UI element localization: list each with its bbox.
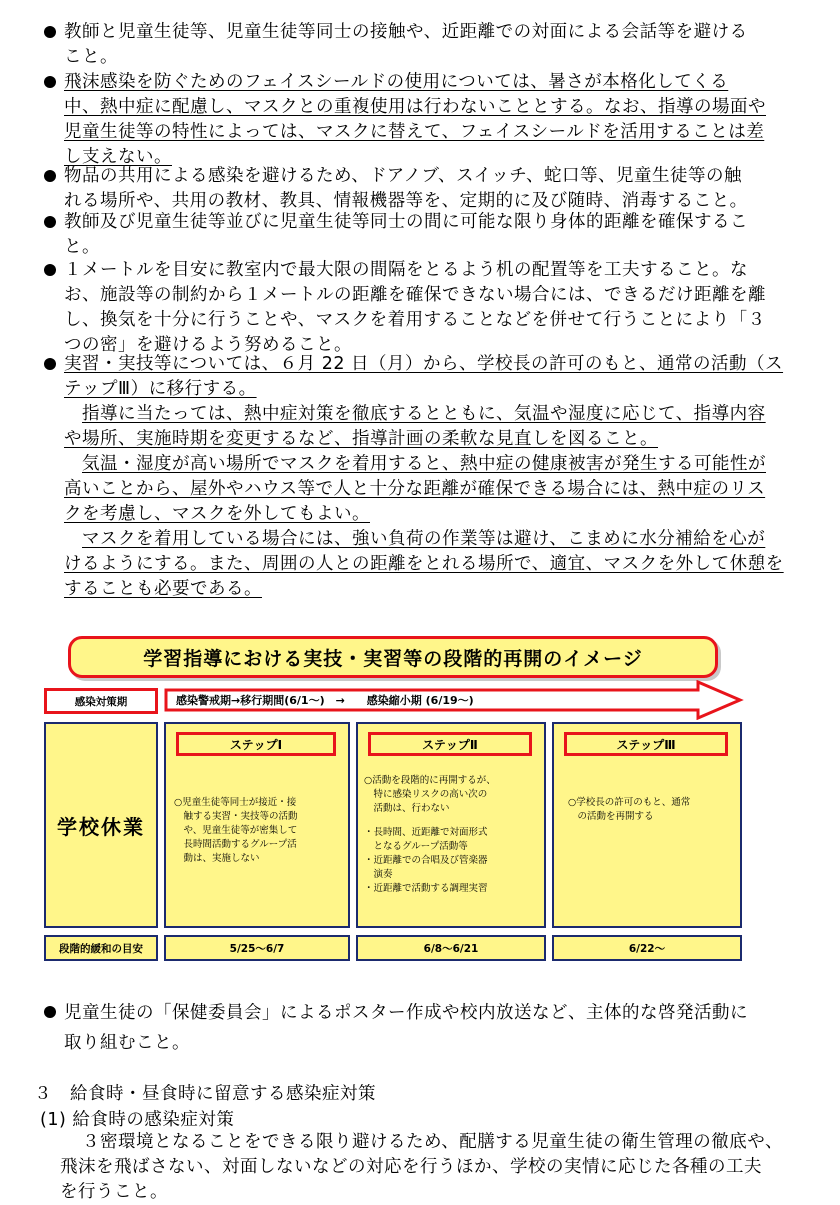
step2-label: ステップⅡ [368, 732, 532, 756]
note-line: 演奏 [364, 869, 393, 880]
note-line: や、児童生徒等が密集して [174, 825, 298, 836]
diagram-title: 学習指導における実技・実習等の段階的再開のイメージ [68, 636, 718, 678]
guide-step2-dates: 6/8～6/21 [356, 935, 546, 961]
section-heading: ３ 給食時・昼食時に留意する感染症対策 [34, 1084, 376, 1104]
text-line: や場所、実施時期を変更するなど、指導計画の柔軟な見直しを図ること。 [64, 429, 658, 449]
note-line: 触する実習・実技等の活動 [174, 811, 298, 822]
note-line: ○学校長の許可のもと、通常 [568, 797, 691, 808]
bullet-dot [44, 358, 56, 370]
text-line: と。 [64, 237, 100, 257]
bullet-paragraph-contact [64, 20, 800, 70]
bullet-dot [44, 26, 56, 38]
bullet-dot [44, 264, 56, 276]
text-line: 飛沫感染を防ぐためのフェイスシールドの使用については、暑さが本格化してくる [64, 72, 729, 92]
step1-column [164, 722, 350, 928]
text-line: テップⅢ）に移行する。 [64, 379, 257, 399]
step1-label: ステップⅠ [176, 732, 336, 756]
text-line: 取り組むこと。 [64, 1033, 190, 1053]
guide-step1-dates: 5/25～6/7 [164, 935, 350, 961]
guide-label: 段階的緩和の目安 [44, 935, 158, 961]
bullet-paragraph-distance [64, 210, 800, 260]
text-line: 中、熱中症に配慮し、マスクとの重複使用は行わないこととする。なお、指導の場面や [64, 97, 766, 117]
bullet-paragraph-disinfection [64, 164, 800, 214]
text-line: クを考慮し、マスクを外してもよい。 [64, 504, 370, 524]
bullet-dot [44, 76, 56, 88]
text-line: 高いことから、屋外やハウス等で人と十分な距離が確保できる場合には、熱中症のリス [64, 479, 766, 499]
text-line: お、施設等の制約から１メートルの距離を確保できない場合には、できるだけ距離を離 [64, 285, 766, 305]
period-arrow-text: 感染警戒期→移行期間(6/1～) → 感染縮小期 (6/19～) [176, 694, 474, 707]
bullet-paragraph-face-shield [64, 70, 800, 170]
note-line: ・近距離で活動する調理実習 [364, 883, 488, 894]
text-line: することも必要である。 [64, 579, 262, 599]
text-line: れる場所や、共用の教材、教具、情報機器等を、定期的に及び随時、消毒すること。 [64, 191, 748, 211]
phased-resumption-diagram [40, 632, 740, 990]
note-line: ・近距離での合唱及び管楽器 [364, 855, 488, 866]
text-line: 教師及び児童生徒等並びに児童生徒等同士の間に可能な限り身体的距離を確保するこ [64, 212, 748, 232]
note-line: 長時間活動するグループ活 [174, 839, 297, 850]
note-line: ○活動を段階的に再開するが、 [364, 775, 496, 786]
note-line: となるグループ活動等 [364, 841, 468, 852]
period-label: 感染対策期 [44, 688, 158, 714]
text-line: 実習・実技等については、６月 22 日（月）から、学校長の許可のもと、通常の活動（ス [64, 354, 784, 374]
step3-notes [568, 796, 690, 824]
text-line: １メートルを目安に教室内で最大限の間隔をとるよう机の配置等を工夫すること。な [64, 260, 748, 280]
bullet-paragraph-practical-training [64, 352, 800, 602]
text-line: ３密環境となることをできる限り避けるため、配膳する児童生徒の衛生管理の徹底や、 [82, 1132, 783, 1152]
note-line: ・長時間、近距離で対面形式 [364, 827, 488, 838]
text-line: マスクを着用している場合には、強い負荷の作業等は避け、こまめに水分補給を心が [82, 529, 766, 549]
text-line: 教師と児童生徒等、児童生徒等同士の接触や、近距離での対面による会話等を避ける [64, 22, 748, 42]
text-line: こと。 [64, 47, 118, 67]
text-line: つの密」を避けるよう努めること。 [64, 335, 352, 355]
school-closure-column: 学校休業 [44, 722, 158, 928]
text-line: 児童生徒の「保健委員会」によるポスター作成や校内放送など、主体的な啓発活動に [64, 1003, 748, 1023]
bullet-paragraph-health-committee [64, 998, 800, 1058]
bullet-paragraph-desk-layout [64, 258, 800, 358]
text-line: 児童生徒等の特性によっては、マスクに替えて、フェイスシールドを活用することは差 [64, 122, 765, 142]
bullet-dot [44, 1006, 56, 1018]
text-line: 飛沫を飛ばさない、対面しないなどの対応を行うほか、学校の実情に応じた各種の工夫 [60, 1157, 762, 1177]
text-line: 指導に当たっては、熱中症対策を徹底するとともに、気温や湿度に応じて、指導内容 [82, 404, 766, 424]
text-line: 物品の共用による感染を避けるため、ドアノブ、スイッチ、蛇口等、児童生徒等の触 [64, 166, 743, 186]
note-line [364, 816, 496, 826]
subsection-heading: (1) 給食時の感染症対策 [40, 1110, 235, 1130]
note-line: 動は、実施しない [174, 853, 260, 864]
text-line: し支えない。 [64, 147, 172, 167]
note-line: 活動は、行わない [364, 803, 450, 814]
text-line: を行うこと。 [60, 1182, 168, 1202]
section3-paragraph [60, 1130, 800, 1205]
text-line: 気温・湿度が高い場所でマスクを着用すると、熱中症の健康被害が発生する可能性が [82, 454, 766, 474]
guide-step3-dates: 6/22～ [552, 935, 742, 961]
step3-column [552, 722, 742, 928]
note-line: ○児童生徒等同士が接近・接 [174, 797, 297, 808]
text-line: し、換気を十分に行うことや、マスクを着用することなどを併せて行うことにより「３ [64, 310, 766, 330]
bullet-dot [44, 216, 56, 228]
step3-label: ステップⅢ [564, 732, 728, 756]
step2-column [356, 722, 546, 928]
step2-notes [364, 774, 496, 896]
note-line: 特に感染リスクの高い次の [364, 789, 488, 800]
note-line: の活動を再開する [568, 811, 654, 822]
step1-notes [174, 796, 298, 866]
bullet-dot [44, 170, 56, 182]
text-line: けるようにする。また、周囲の人との距離をとれる場所で、適宜、マスクを外して休憩を [64, 554, 784, 574]
